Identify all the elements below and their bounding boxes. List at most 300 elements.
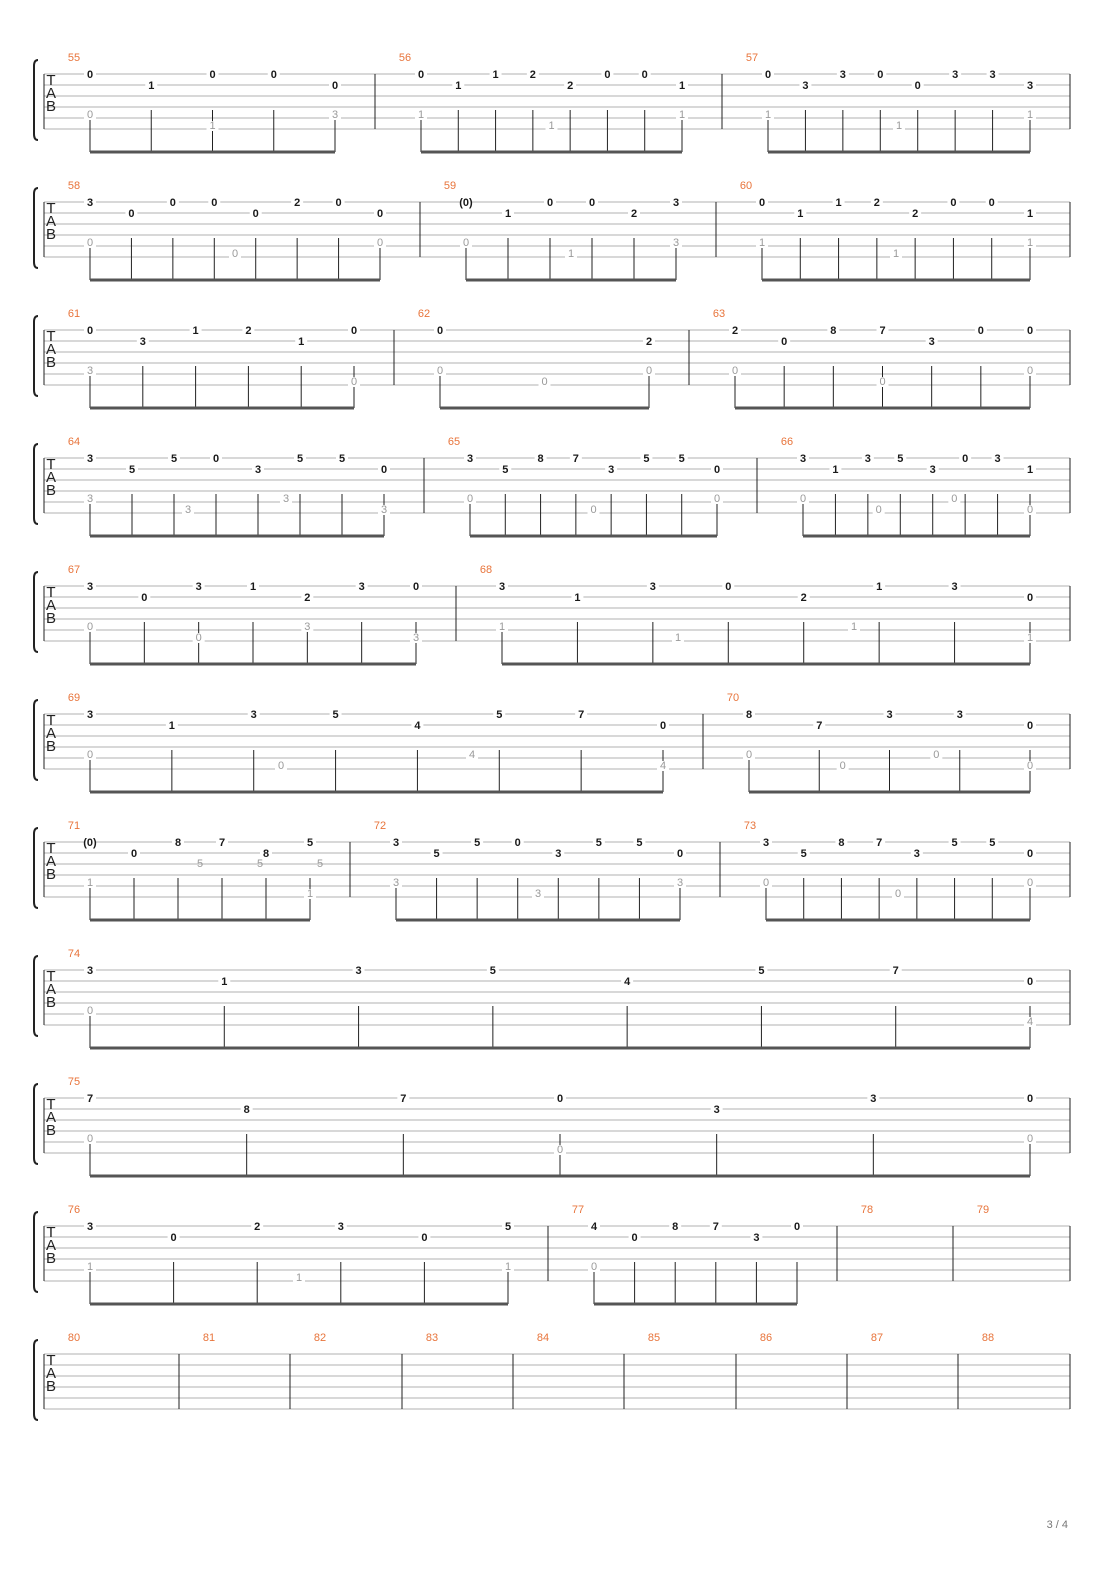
- fret-number: 5: [332, 709, 339, 721]
- fret-number: 0: [676, 848, 684, 860]
- fret-number: 3: [86, 709, 94, 721]
- fret-number: 0: [951, 493, 958, 505]
- measure-number: 74: [67, 948, 81, 960]
- fret-number: (0): [459, 197, 473, 209]
- fret-number: 5: [128, 464, 136, 476]
- fret-number: 1: [455, 80, 462, 92]
- fret-number: 3: [802, 80, 809, 92]
- fret-number: 1: [1026, 109, 1034, 121]
- fret-number: 5: [474, 837, 481, 849]
- system-brace: [34, 828, 38, 908]
- fret-number: 0: [331, 80, 339, 92]
- fret-number: 0: [462, 237, 470, 249]
- fret-number: 3: [86, 365, 94, 377]
- fret-number: 4: [414, 720, 421, 732]
- measure-number: 64: [67, 436, 81, 448]
- fret-number: 0: [376, 237, 384, 249]
- fret-number: 0: [417, 69, 425, 81]
- fret-number: 0: [1026, 976, 1034, 988]
- tab-clef-letter: A: [45, 597, 57, 614]
- fret-number: 8: [243, 1104, 250, 1116]
- fret-number: 0: [1026, 1093, 1034, 1105]
- fret-number: 0: [588, 197, 596, 209]
- tab-clef-letter: B: [45, 610, 57, 627]
- fret-number: 0: [875, 504, 882, 516]
- tab-clef-letter: B: [45, 98, 57, 115]
- fret-number: 1: [498, 621, 506, 633]
- fret-number: 1: [295, 1272, 303, 1284]
- fret-number: 0: [762, 877, 770, 889]
- fret-number: 1: [574, 592, 581, 604]
- fret-number: 3: [331, 109, 339, 121]
- measure-number: 71: [67, 820, 81, 832]
- fret-number: 1: [249, 581, 257, 593]
- fret-number: 4: [468, 749, 476, 761]
- fret-number: 2: [630, 208, 638, 220]
- fret-number: 0: [1026, 877, 1034, 889]
- measure-number: 68: [479, 564, 493, 576]
- measure-number: 62: [417, 308, 431, 320]
- tab-clef-letter: A: [45, 853, 57, 870]
- fret-number: 3: [282, 493, 290, 505]
- fret-number: 7: [572, 453, 579, 465]
- tab-clef-letter: A: [45, 85, 57, 102]
- fret-number: 5: [643, 453, 650, 465]
- fret-number: 3: [672, 237, 680, 249]
- fret-number: 0: [604, 69, 611, 81]
- fret-number: 1: [892, 248, 900, 260]
- measure-number: 72: [373, 820, 387, 832]
- tab-clef-letter: T: [46, 968, 56, 985]
- fret-number: 3: [870, 1093, 877, 1105]
- fret-number: 1: [168, 720, 175, 732]
- fret-number: 5: [504, 1221, 512, 1233]
- fret-number: 5: [338, 453, 346, 465]
- tab-clef-letter: B: [45, 738, 57, 755]
- fret-number: 3: [86, 197, 94, 209]
- fret-number: 3: [762, 837, 770, 849]
- fret-number: 3: [1026, 80, 1034, 92]
- fret-number: 3: [676, 877, 684, 889]
- tab-clef-letter: A: [45, 469, 57, 486]
- fret-number: 3: [498, 581, 506, 593]
- fret-number: 1: [86, 877, 94, 889]
- fret-number: 0: [713, 464, 721, 476]
- fret-number: 5: [678, 453, 685, 465]
- fret-number: 1: [764, 109, 772, 121]
- measure-number: 73: [743, 820, 757, 832]
- fret-number: 4: [624, 976, 631, 988]
- fret-number: 0: [950, 197, 957, 209]
- fret-number: 1: [1026, 208, 1034, 220]
- fret-number: 0: [731, 365, 739, 377]
- measure-number: 86: [759, 1332, 773, 1344]
- tab-clef-letter: T: [46, 584, 56, 601]
- fret-number: 7: [712, 1221, 719, 1233]
- fret-number: 7: [879, 325, 886, 337]
- measure-number: 82: [313, 1332, 327, 1344]
- tab-clef-letter: T: [46, 1096, 56, 1113]
- tab-clef-letter: A: [45, 1109, 57, 1126]
- fret-number: 0: [170, 1232, 177, 1244]
- fret-number: 4: [590, 1221, 598, 1233]
- tab-clef-letter: B: [45, 866, 57, 883]
- fret-number: 5: [433, 848, 440, 860]
- fret-number: 1: [148, 80, 155, 92]
- fret-number: 0: [977, 325, 984, 337]
- fret-number: 3: [355, 965, 362, 977]
- measure-number: 57: [745, 52, 759, 64]
- fret-number: 0: [1026, 848, 1034, 860]
- measure-number: 75: [67, 1076, 81, 1088]
- fret-number: 4: [659, 760, 667, 772]
- fret-number: 1: [832, 464, 839, 476]
- measure-number: 61: [67, 308, 81, 320]
- fret-number: 2: [245, 325, 252, 337]
- fret-number: 3: [412, 632, 420, 644]
- fret-number: 3: [184, 504, 192, 516]
- fret-number: 0: [645, 365, 653, 377]
- measure-number: 56: [398, 52, 412, 64]
- system-brace: [34, 1212, 38, 1292]
- measure-number: 77: [571, 1204, 585, 1216]
- fret-number: 0: [894, 888, 902, 900]
- fret-number: 3: [392, 877, 400, 889]
- tab-clef-letter: T: [46, 456, 56, 473]
- fret-number: 5: [296, 453, 304, 465]
- tab-clef-letter: A: [45, 213, 57, 230]
- tab-clef-letter: T: [46, 840, 56, 857]
- fret-number: 7: [218, 837, 226, 849]
- fret-number: 3: [86, 965, 94, 977]
- fret-number: 5: [316, 858, 324, 870]
- measure-number: 85: [647, 1332, 661, 1344]
- fret-number: 5: [306, 837, 314, 849]
- fret-number: 1: [221, 976, 228, 988]
- measure-number: 81: [202, 1332, 216, 1344]
- fret-number: 0: [546, 197, 554, 209]
- fret-number: 3: [929, 464, 936, 476]
- fret-number: 3: [989, 69, 996, 81]
- fret-number: 3: [392, 837, 400, 849]
- fret-number: 3: [358, 581, 365, 593]
- fret-number: 7: [816, 720, 823, 732]
- fret-number: 0: [641, 69, 648, 81]
- fret-number: 3: [956, 709, 963, 721]
- fret-number: 0: [436, 365, 444, 377]
- fret-number: 0: [659, 720, 667, 732]
- fret-number: 0: [758, 197, 766, 209]
- tab-clef-letter: T: [46, 1352, 56, 1369]
- fret-number: 1: [1026, 464, 1034, 476]
- fret-number: 0: [541, 376, 548, 388]
- fret-number: 0: [252, 208, 259, 220]
- fret-number: 1: [567, 248, 575, 260]
- measure-number: 84: [536, 1332, 550, 1344]
- fret-number: 5: [758, 965, 765, 977]
- fret-number: 2: [645, 336, 653, 348]
- fret-number: 5: [256, 858, 264, 870]
- fret-number: 3: [466, 453, 474, 465]
- fret-number: 0: [1026, 592, 1034, 604]
- measure-number: 83: [425, 1332, 439, 1344]
- tab-clef-letter: A: [45, 1365, 57, 1382]
- measure-number: 70: [726, 692, 740, 704]
- tab-clef-letter: T: [46, 200, 56, 217]
- fret-number: 0: [195, 632, 202, 644]
- fret-number: 3: [713, 1104, 720, 1116]
- fret-number: 1: [417, 109, 425, 121]
- fret-number: 0: [212, 453, 220, 465]
- fret-number: 0: [350, 376, 358, 388]
- fret-number: 0: [130, 848, 138, 860]
- measure-number: 78: [860, 1204, 874, 1216]
- fret-number: 7: [86, 1093, 94, 1105]
- measure-number: 63: [712, 308, 726, 320]
- fret-number: 1: [192, 325, 199, 337]
- tab-clef-letter: T: [46, 712, 56, 729]
- fret-number: 3: [952, 69, 959, 81]
- fret-number: 0: [556, 1093, 564, 1105]
- tab-clef-letter: B: [45, 1122, 57, 1139]
- fret-number: 3: [380, 504, 388, 516]
- tab-clef-letter: B: [45, 1250, 57, 1267]
- system-brace: [34, 60, 38, 140]
- fret-number: 2: [800, 592, 807, 604]
- fret-number: 1: [504, 208, 512, 220]
- fret-number: 5: [595, 837, 602, 849]
- fret-number: 0: [556, 1144, 564, 1156]
- fret-number: 4: [1026, 1016, 1034, 1028]
- fret-number: 0: [169, 197, 176, 209]
- fret-number: 3: [86, 493, 94, 505]
- fret-number: 8: [830, 325, 837, 337]
- fret-number: 1: [758, 237, 766, 249]
- fret-number: 3: [886, 709, 893, 721]
- tab-clef-letter: B: [45, 1378, 57, 1395]
- measure-number: 60: [739, 180, 753, 192]
- system-brace: [34, 700, 38, 780]
- fret-number: 0: [141, 592, 148, 604]
- fret-number: 3: [86, 581, 94, 593]
- fret-number: 0: [764, 69, 772, 81]
- fret-number: 2: [912, 208, 919, 220]
- fret-number: 7: [400, 1093, 407, 1105]
- fret-number: 1: [797, 208, 804, 220]
- fret-number: 3: [951, 581, 958, 593]
- fret-number: 0: [745, 749, 753, 761]
- fret-number: 5: [989, 837, 996, 849]
- fret-number: 0: [335, 197, 342, 209]
- fret-number: 0: [86, 1133, 94, 1145]
- measure-number: 79: [976, 1204, 990, 1216]
- fret-number: 0: [128, 208, 135, 220]
- fret-number: 0: [793, 1221, 801, 1233]
- fret-number: 1: [1026, 237, 1034, 249]
- fret-number: 1: [850, 621, 858, 633]
- fret-number: 0: [350, 325, 358, 337]
- fret-number: 1: [678, 109, 686, 121]
- fret-number: 5: [496, 709, 503, 721]
- fret-number: 0: [1026, 760, 1034, 772]
- fret-number: 3: [86, 453, 94, 465]
- fret-number: 0: [988, 197, 995, 209]
- tab-clef-letter: A: [45, 725, 57, 742]
- fret-number: 1: [1026, 632, 1034, 644]
- fret-number: 0: [877, 69, 884, 81]
- fret-number: 0: [376, 208, 384, 220]
- fret-number: 8: [745, 709, 753, 721]
- fret-number: 3: [195, 581, 202, 593]
- fret-number: 0: [211, 197, 218, 209]
- fret-number: 2: [529, 69, 536, 81]
- fret-number: 5: [800, 848, 807, 860]
- fret-number: 0: [879, 376, 886, 388]
- tab-clef-letter: A: [45, 341, 57, 358]
- fret-number: 0: [86, 621, 94, 633]
- fret-number: 0: [839, 760, 846, 772]
- fret-number: 2: [294, 197, 301, 209]
- fret-number: 0: [436, 325, 444, 337]
- tab-clef-letter: A: [45, 1237, 57, 1254]
- fret-number: 3: [864, 453, 871, 465]
- fret-number: 0: [781, 336, 788, 348]
- fret-number: 0: [962, 453, 969, 465]
- measure-number: 65: [447, 436, 461, 448]
- fret-number: 0: [86, 69, 94, 81]
- page-number: 3 / 4: [1046, 1519, 1068, 1531]
- fret-number: 1: [504, 1261, 512, 1273]
- system-brace: [34, 956, 38, 1036]
- fret-number: 0: [1026, 1133, 1034, 1145]
- fret-number: 0: [466, 493, 474, 505]
- fret-number: 1: [674, 632, 682, 644]
- fret-number: 1: [298, 336, 305, 348]
- fret-number: 1: [86, 1261, 94, 1273]
- measure-number: 87: [870, 1332, 884, 1344]
- fret-number: 0: [1026, 504, 1034, 516]
- measure-number: 80: [67, 1332, 81, 1344]
- system-brace: [34, 1084, 38, 1164]
- measure-number: 55: [67, 52, 81, 64]
- fret-number: 5: [636, 837, 643, 849]
- fret-number: 3: [672, 197, 680, 209]
- tab-clef-letter: T: [46, 328, 56, 345]
- fret-number: 0: [1026, 720, 1034, 732]
- fret-number: 5: [502, 464, 509, 476]
- tab-clef-letter: B: [45, 226, 57, 243]
- fret-number: 0: [421, 1232, 428, 1244]
- fret-number: 0: [590, 504, 597, 516]
- fret-number: 3: [250, 709, 257, 721]
- measure-number: 88: [981, 1332, 995, 1344]
- measure-number: 66: [780, 436, 794, 448]
- fret-number: 7: [578, 709, 585, 721]
- fret-number: 1: [492, 69, 499, 81]
- fret-number: 1: [876, 581, 883, 593]
- system-brace: [34, 316, 38, 396]
- fret-number: 0: [914, 80, 921, 92]
- fret-number: 3: [139, 336, 146, 348]
- fret-number: 7: [876, 837, 883, 849]
- fret-number: 1: [835, 197, 842, 209]
- fret-number: 1: [306, 888, 314, 900]
- fret-number: 3: [254, 464, 262, 476]
- fret-number: 0: [933, 749, 940, 761]
- fret-number: 3: [753, 1232, 760, 1244]
- measure-number: 69: [67, 692, 81, 704]
- fret-number: 0: [590, 1261, 598, 1273]
- fret-number: 7: [892, 965, 899, 977]
- measure-number: 58: [67, 180, 81, 192]
- system-brace: [34, 1340, 38, 1420]
- fret-number: 5: [897, 453, 904, 465]
- fret-number: 8: [838, 837, 845, 849]
- fret-number: 0: [380, 464, 388, 476]
- tab-clef-letter: T: [46, 1224, 56, 1241]
- fret-number: 3: [913, 848, 920, 860]
- fret-number: 8: [672, 1221, 679, 1233]
- fret-number: 0: [270, 69, 277, 81]
- fret-number: 3: [337, 1221, 344, 1233]
- tab-clef-letter: B: [45, 994, 57, 1011]
- fret-number: 1: [678, 80, 686, 92]
- fret-number: 0: [1026, 365, 1034, 377]
- fret-number: 0: [86, 749, 94, 761]
- fret-number: 0: [277, 760, 285, 772]
- fret-number: 5: [489, 965, 496, 977]
- system-brace: [34, 444, 38, 524]
- fret-number: 3: [86, 1221, 94, 1233]
- tab-clef-letter: B: [45, 482, 57, 499]
- fret-number: 3: [608, 464, 615, 476]
- fret-number: 2: [873, 197, 880, 209]
- fret-number: 1: [548, 120, 555, 132]
- fret-number: 3: [839, 69, 846, 81]
- fret-number: 5: [951, 837, 958, 849]
- fret-number: 1: [895, 120, 903, 132]
- fret-number: 8: [174, 837, 182, 849]
- tab-clef-letter: A: [45, 981, 57, 998]
- tab-clef-letter: B: [45, 354, 57, 371]
- fret-number: 0: [209, 69, 216, 81]
- fret-number: 3: [799, 453, 807, 465]
- fret-number: 0: [86, 1005, 94, 1017]
- fret-number: 0: [1026, 325, 1034, 337]
- system-brace: [34, 572, 38, 652]
- fret-number: 0: [86, 325, 94, 337]
- fret-number: 0: [412, 581, 420, 593]
- fret-number: 8: [262, 848, 270, 860]
- fret-number: 0: [231, 248, 239, 260]
- fret-number: 3: [994, 453, 1001, 465]
- fret-number: 0: [514, 837, 521, 849]
- fret-number: 2: [304, 592, 311, 604]
- fret-number: 1: [209, 120, 216, 132]
- fret-number: 5: [196, 858, 204, 870]
- fret-number: 5: [170, 453, 178, 465]
- fret-number: 3: [534, 888, 542, 900]
- fret-number: 0: [799, 493, 807, 505]
- measure-number: 67: [67, 564, 81, 576]
- fret-number: 0: [713, 493, 721, 505]
- tab-clef-letter: T: [46, 72, 56, 89]
- fret-number: 8: [537, 453, 544, 465]
- fret-number: 3: [555, 848, 562, 860]
- system-brace: [34, 188, 38, 268]
- fret-number: 2: [731, 325, 739, 337]
- fret-number: 3: [928, 336, 935, 348]
